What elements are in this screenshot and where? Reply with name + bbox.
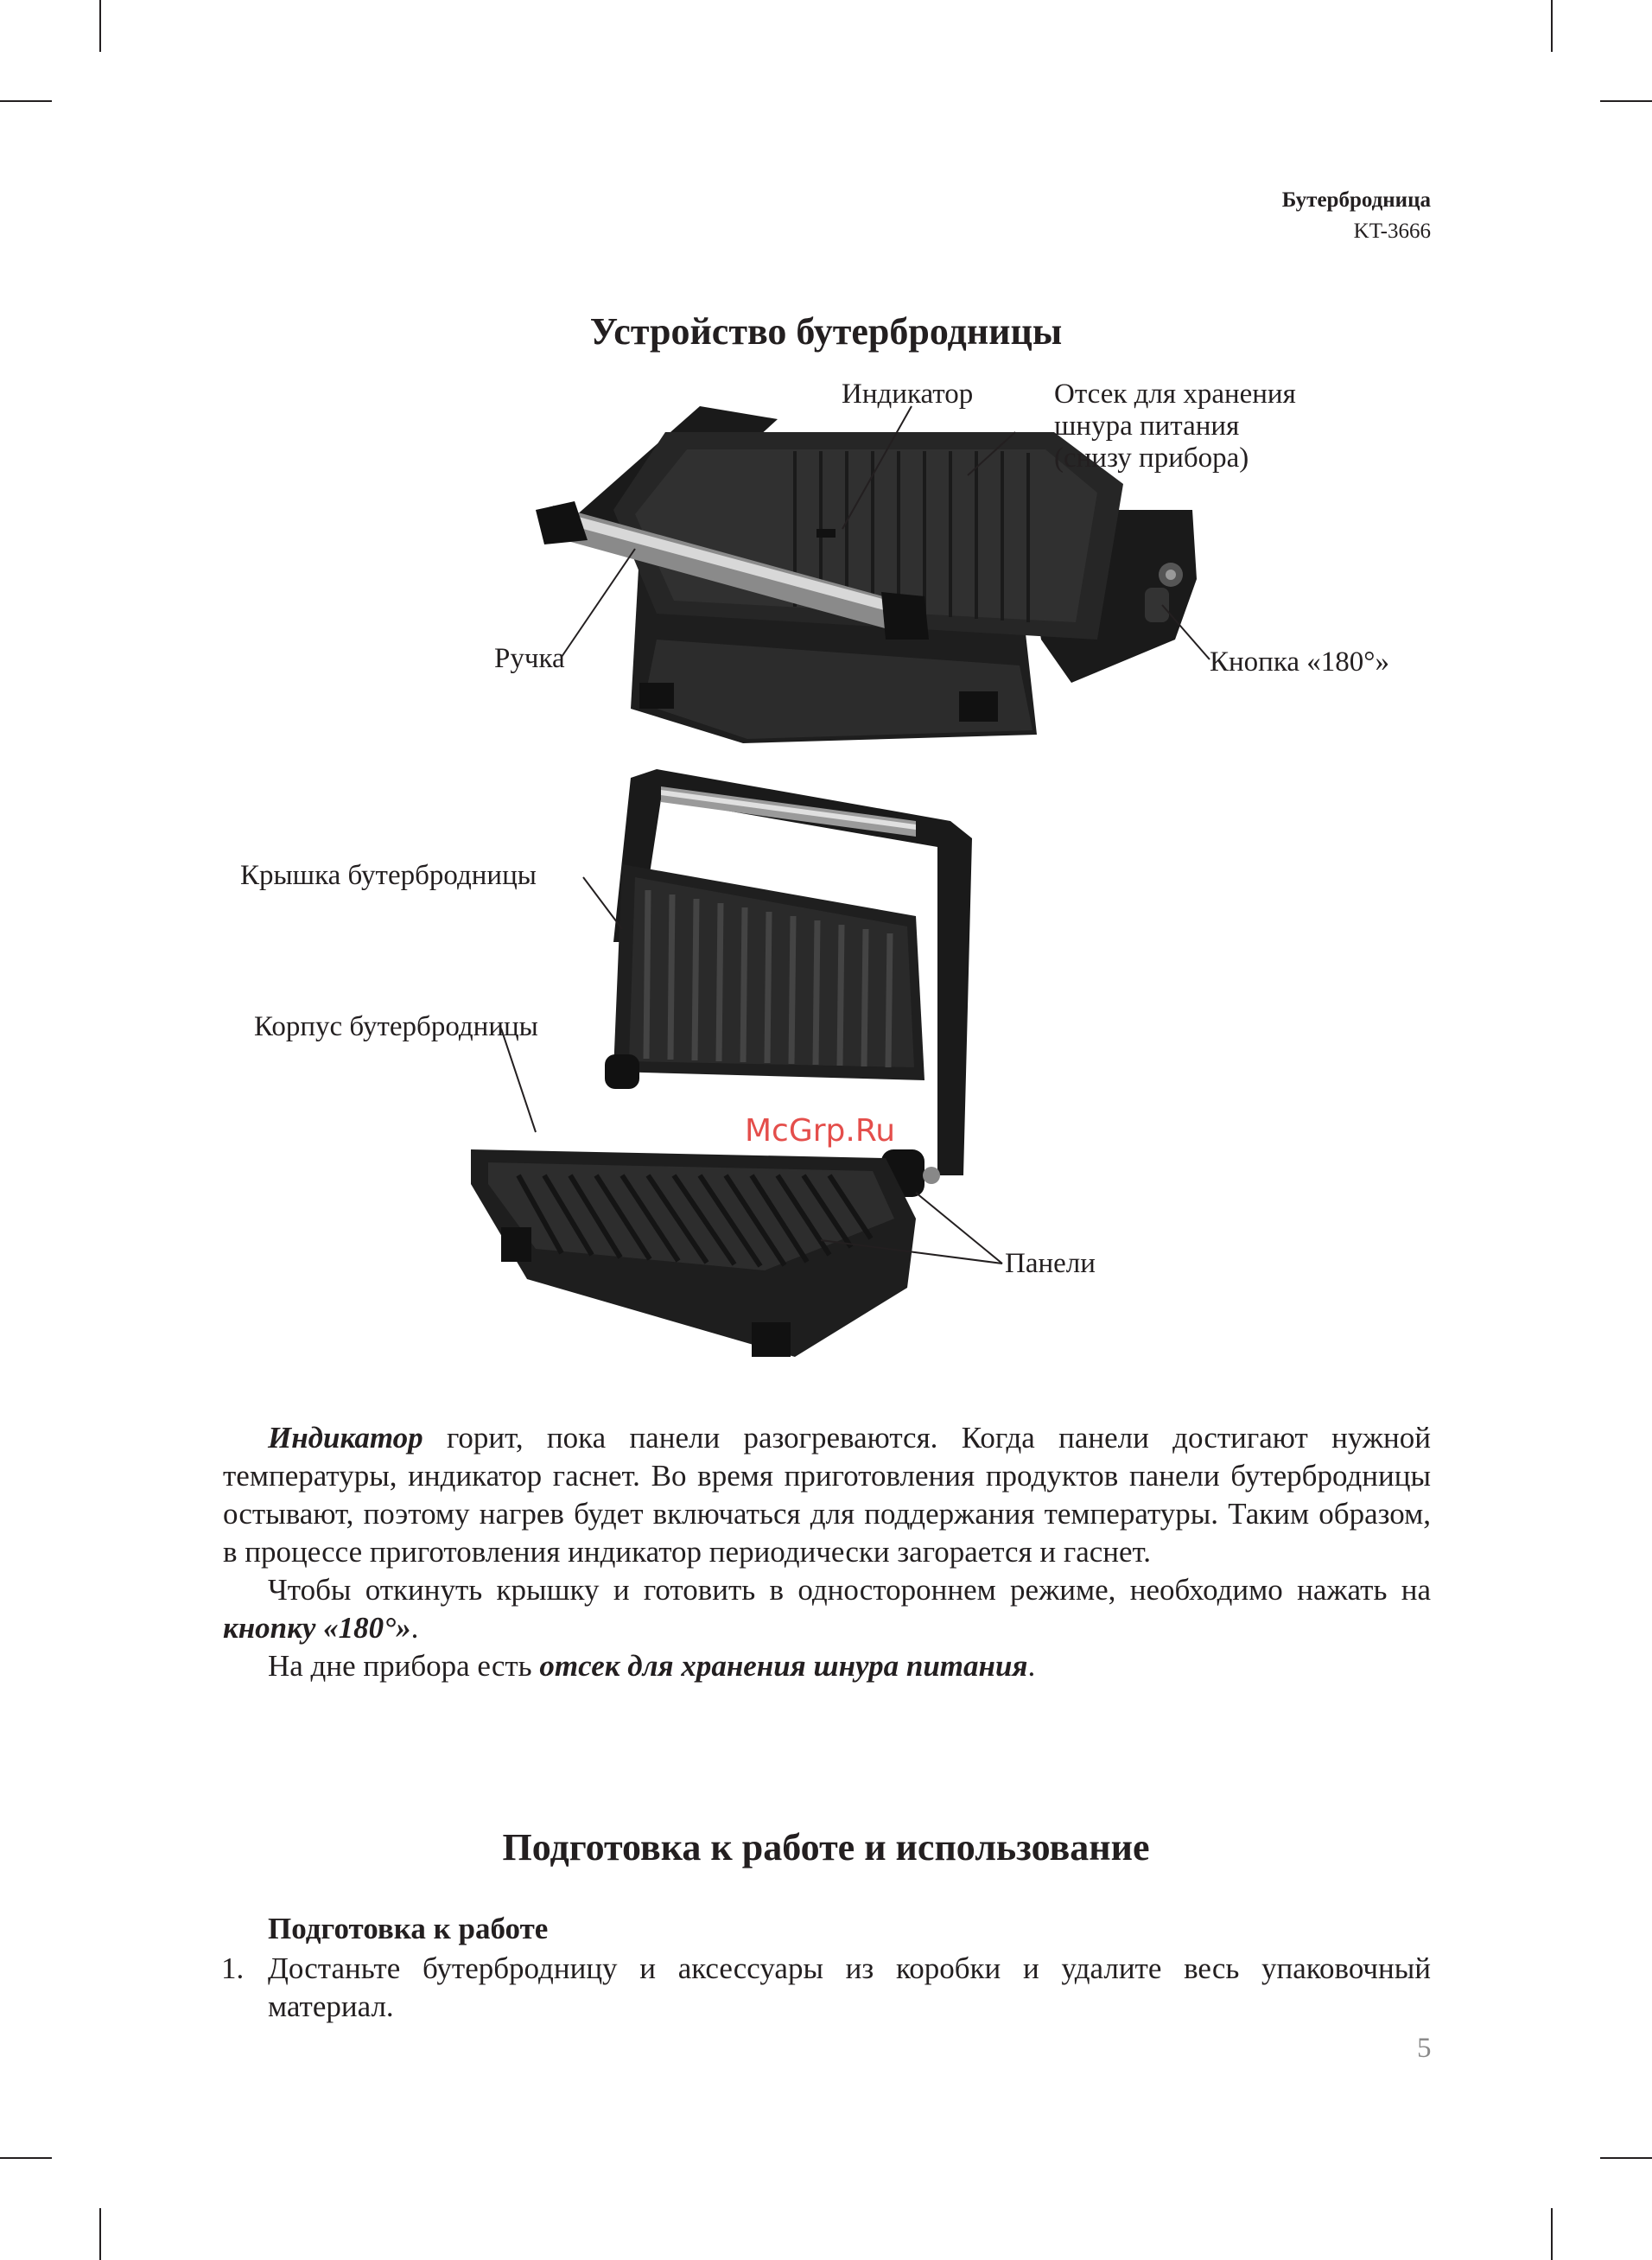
watermark: McGrp.Ru [745,1113,896,1149]
list-item-text: Достаньте бутербродницу и аксессуары из коробки и удалите весь упаковочный материал. [268,1951,1431,2023]
open-sandwich-maker-illustration [467,769,1037,1366]
crop-mark [99,0,101,52]
crop-mark [1600,100,1652,102]
crop-mark [0,100,52,102]
label-indicator: Индикатор [842,379,974,410]
header-model: KT-3666 [1353,220,1431,243]
crop-mark [1551,0,1553,52]
header-title: Бутербродница [1281,188,1431,212]
paragraph-cord-storage: На дне прибора есть отсек для хранения шнура питания. [268,1649,1036,1683]
paragraph-button-180: Чтобы откинуть крышку и готовить в одностороннем режиме, необходимо нажать на кнопку «180°». [223,1573,1431,1645]
crop-mark [99,2208,101,2260]
paragraph-indicator: Индикатор горит, пока панели разогреваются. Когда панели достигают нужной температуры, индикатор гаснет. Во время приготовления продуктов панели бутербродницы остывают, поэтому нагрев будет включаться для поддержания температуры. Таким образом, в процессе приготовления индикатор периодически загорается и гаснет. [223,1421,1431,1569]
label-lid: Крышка бутербродницы [240,860,537,891]
label-button-180: Кнопка «180°» [1210,646,1389,678]
description-text [223,1419,1431,1685]
crop-mark [1600,2157,1652,2159]
label-cord-storage: Отсек для хранения шнура питания (снизу прибора) [1054,379,1296,474]
section-title-preparation: Подготовка к работе и использование [502,1826,1150,1868]
page-number: 5 [1417,2033,1432,2064]
label-panels: Панели [1005,1248,1096,1279]
running-header [1282,185,1431,247]
label-handle: Ручка [494,643,565,674]
section-title-device: Устройство бутербродницы [589,310,1063,353]
crop-mark [0,2157,52,2159]
crop-mark [1551,2208,1553,2260]
list-item [221,1950,1431,2026]
subsection-title: Подготовка к работе [268,1912,549,1945]
instruction-list [221,1950,1431,2026]
list-item-number: 1. [221,1951,245,1985]
label-body: Корпус бутербродницы [254,1011,538,1042]
